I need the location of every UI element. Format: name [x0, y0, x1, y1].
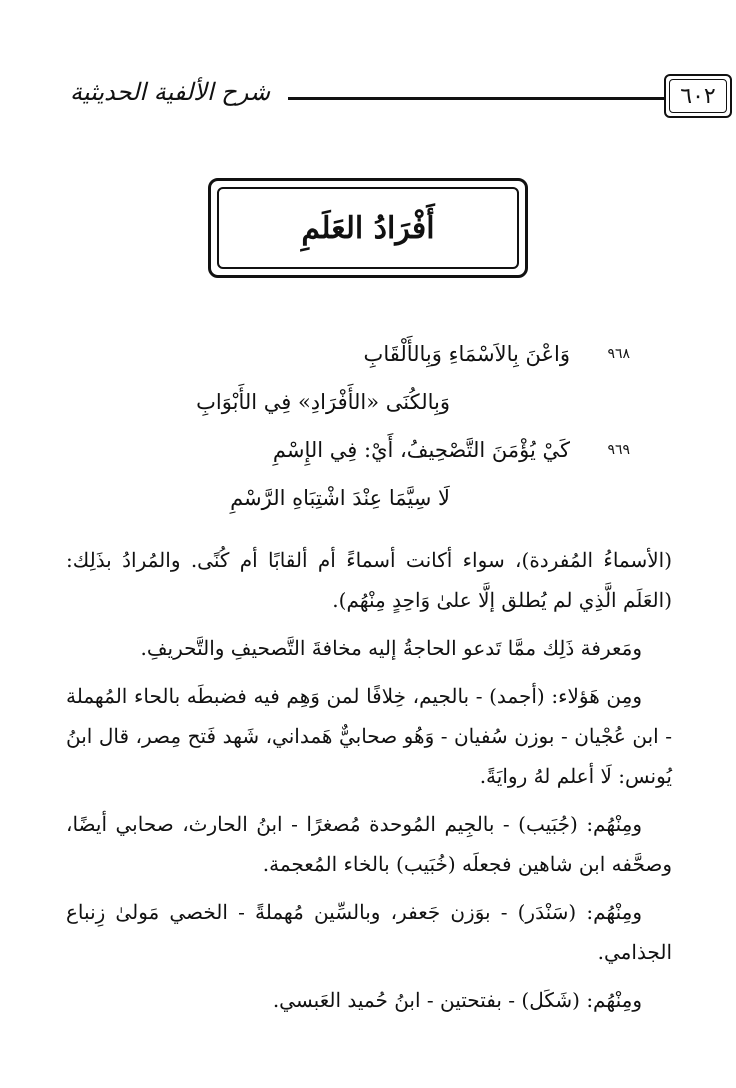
page-number: ٦٠٢ — [664, 74, 732, 118]
verse-hemistich: لَا سِيَّمَا عِنْدَ اشْتِبَاهِ الرَّسْمِ — [230, 486, 450, 510]
verse-hemistich: وَبِالكُنَى «الأَفْرَادِ» فِي الأَبْوَابِ — [196, 390, 450, 414]
verse-block — [120, 330, 630, 522]
paragraph: ومِنْهُم: (جُبَيب) - بالجِيم المُوحدة مُصغرًا - ابنُ الحارث، صحابي أيضًا، وصحَّفه ابن شاهين فجعلَه (خُبَيب) بالخاء المُعجمة. — [66, 812, 672, 876]
paragraph: ومِنْهُم: (سَنْدَر) - بوَزن جَعفر، وبالسِّين مُهملةً - الخصي مَولىٰ زِنباع الجذامي. — [66, 900, 672, 964]
chapter-title-frame — [208, 178, 528, 278]
running-title: شرح الألفية الحديثية — [70, 78, 271, 106]
header-rule — [288, 97, 668, 100]
verse-number: ٩٦٨ — [607, 346, 630, 362]
verse-line — [120, 474, 600, 522]
chapter-title: أَفْرَادُ العَلَمِ — [301, 210, 435, 246]
paragraph: ومِنْهُم: (شَكَل) - بفتحتين - ابنُ حُميد العَبسي. — [272, 988, 642, 1012]
verse-number: ٩٦٩ — [607, 442, 630, 458]
verse-line — [120, 330, 630, 378]
title-frame-inner-border — [217, 187, 519, 269]
paragraph: ومِن هَؤلاء: (أجمد) - بالجيم، خِلافًا لمن وَهِم فيه فضبطَه بالحاء المُهملة - ابن عُجْيان - بوزن سُفيان - وَهُو صحابيٌّ هَمداني، شَهد فَتح مِصر، قال ابنُ يُونس: لَا أعلم لهُ روايَةً. — [66, 684, 672, 788]
commentary-text — [66, 540, 672, 1028]
page-header — [70, 74, 716, 118]
paragraph: ومَعرفة ذَلِك ممَّا تَدعو الحاجةُ إليه مخافةَ التَّصحيفِ والتَّحريفِ. — [140, 636, 642, 660]
verse-line — [120, 426, 630, 474]
paragraph: (الأسماءُ المُفردة)، سواء أكانت أسماءً أم ألقابًا أم كُنًى. والمُرادُ بذَلِك: (العَلَم الَّذِي لم يُطلق إلَّا علىٰ وَاحِدٍ مِنْهُم). — [66, 548, 672, 612]
verse-line — [120, 378, 600, 426]
verse-hemistich: وَاعْنَ بِالاَسْمَاءِ وَبِالأَلْقَابِ — [363, 342, 570, 366]
verse-hemistich: كَيْ يُؤْمَنَ التَّصْحِيفُ، أَيْ: فِي الإِسْمِ — [272, 438, 570, 462]
